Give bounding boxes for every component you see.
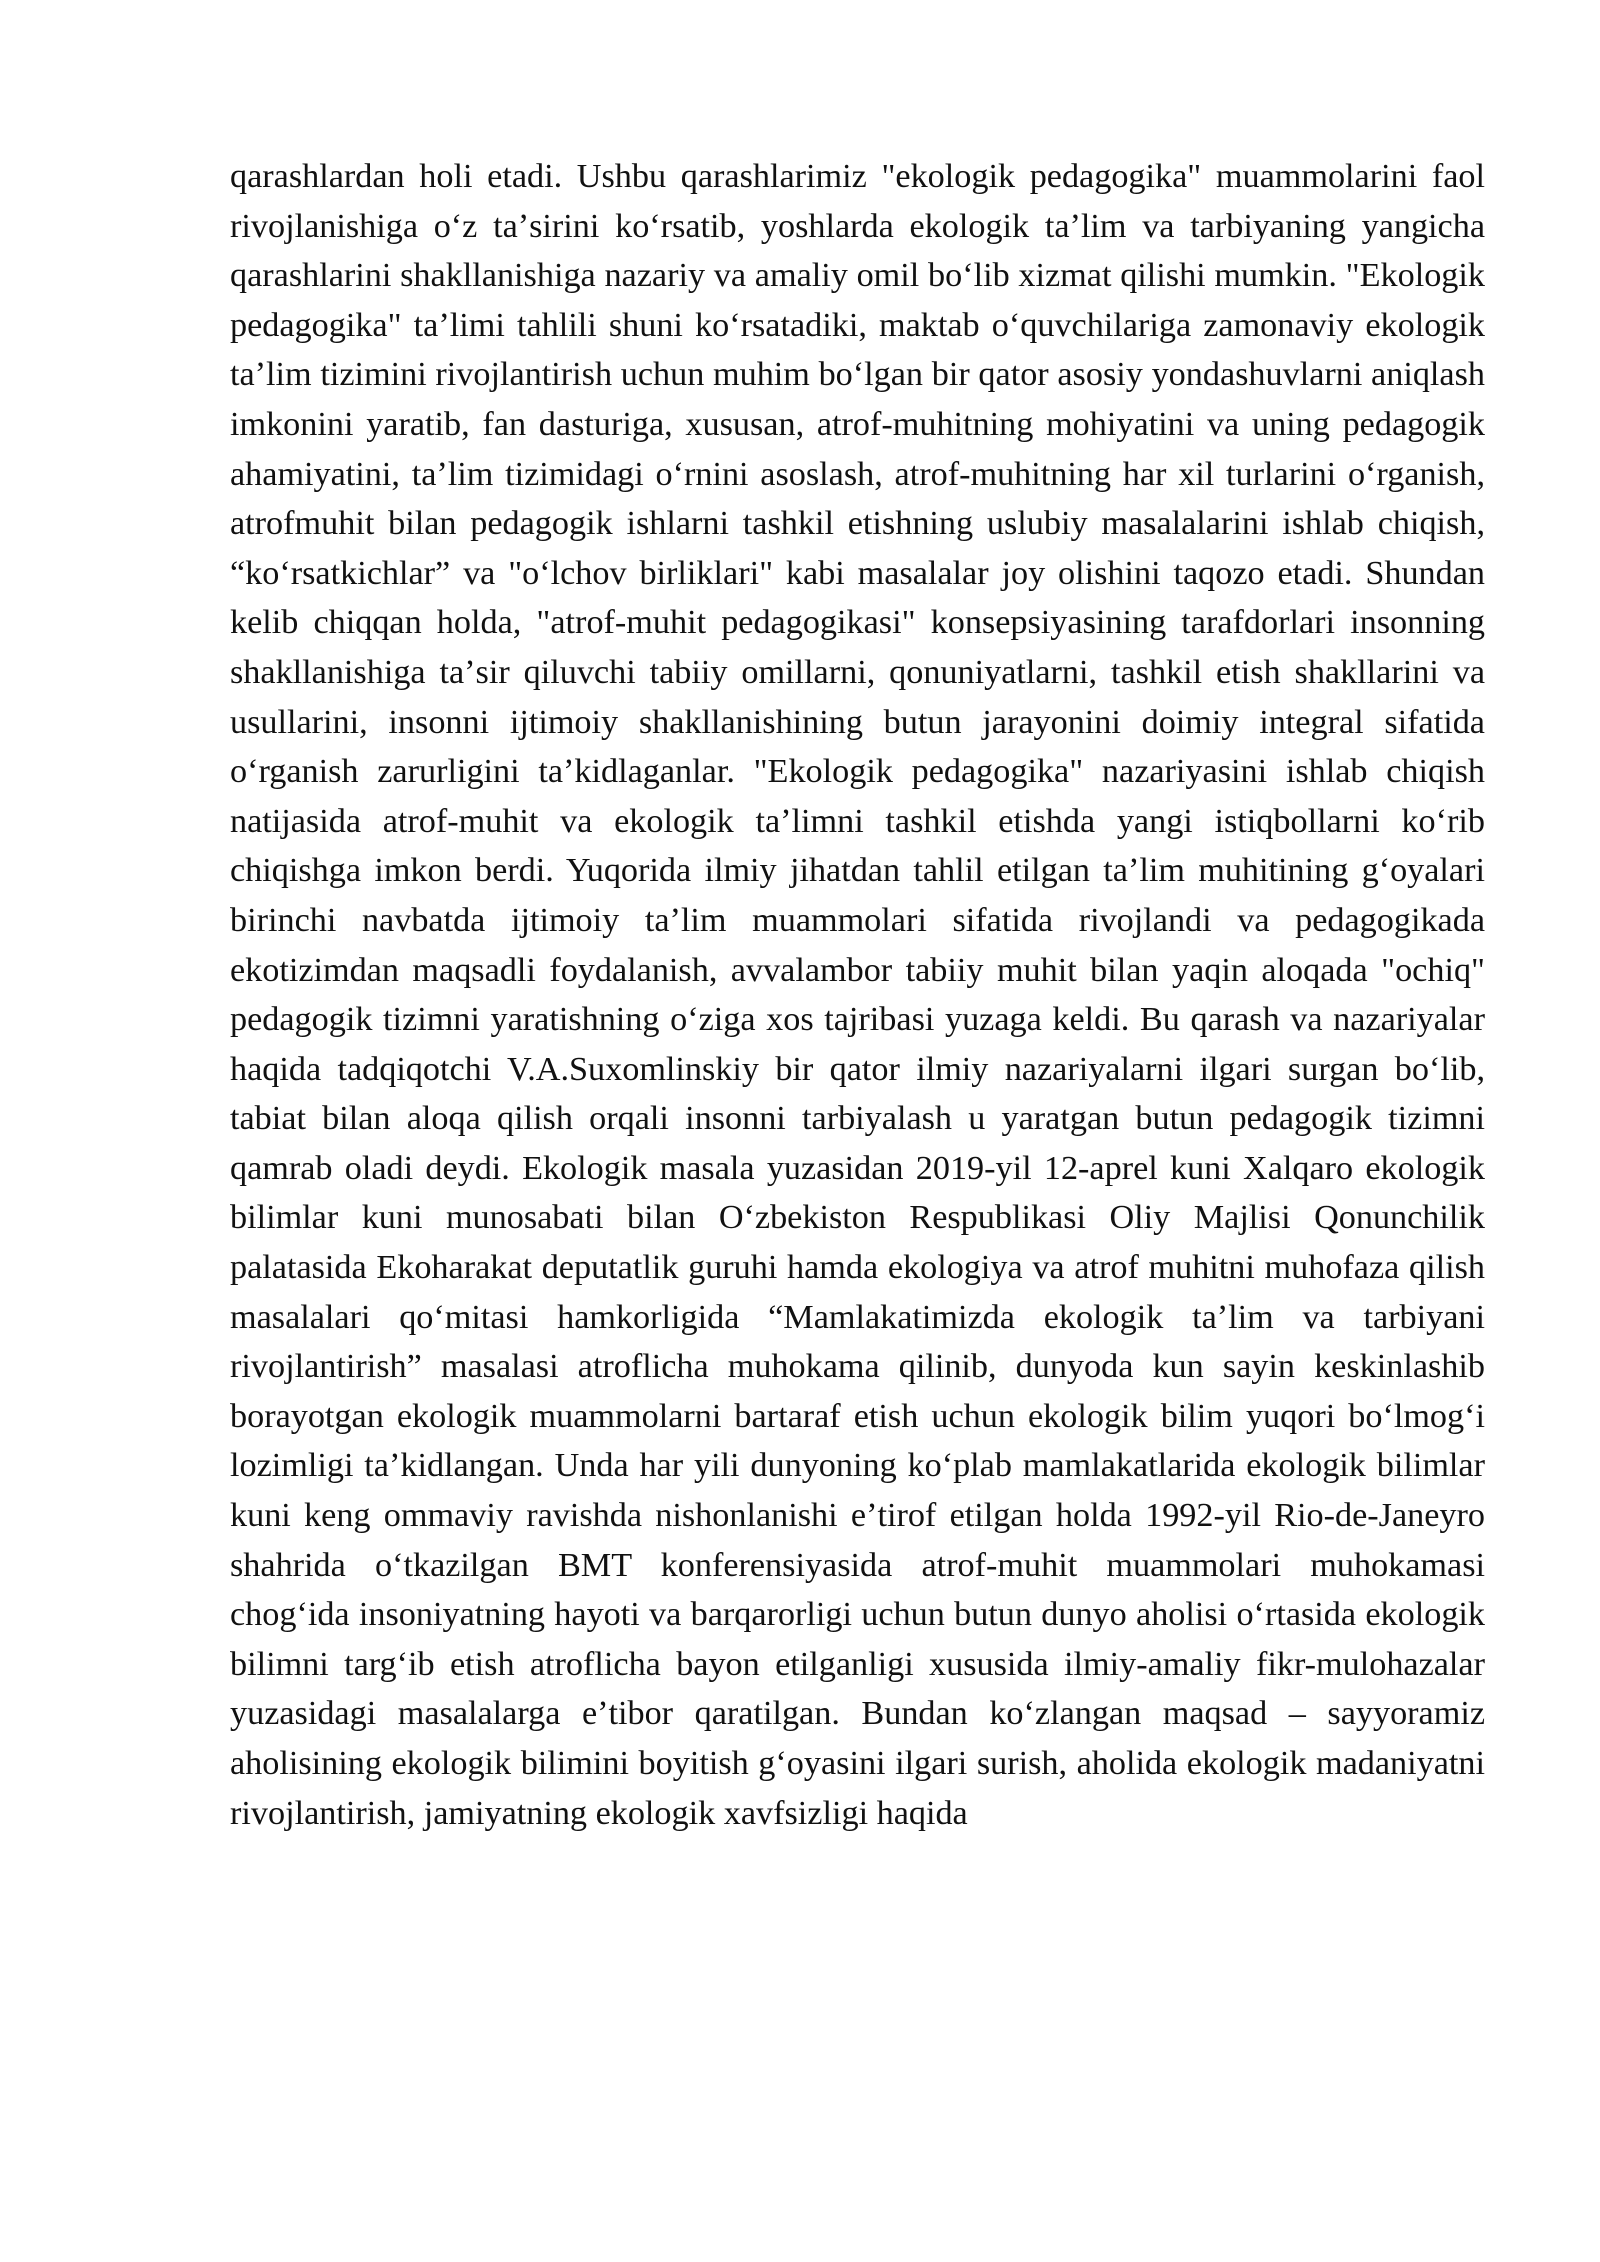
body-paragraph: qarashlardan holi etadi. Ushbu qarashlarimiz "ekologik pedagogika" muammolarini faol rivojlanishiga oʻz taʼsirini koʻrsatib, yoshlarda ekologik taʼlim va tarbiyaning yangicha qarashlarini shakllanishiga nazariy va amaliy omil boʻlib xizmat qilishi mumkin. "Ekologik pedagogika" taʼlimi tahlili shuni koʻrsatadiki, maktab oʻquvchilariga zamonaviy ekologik taʼlim tizimini rivojlantirish uchun muhim boʻlgan bir qator asosiy yondashuvlarni aniqlash imkonini yaratib, fan dasturiga, xususan, atrof-muhitning mohiyatini va uning pedagogik ahamiyatini, taʼlim tizimidagi oʻrnini asoslash, atrof-muhitning har xil turlarini oʻrganish, atrofmuhit bilan pedagogik ishlarni tashkil etishning uslubiy masalalarini ishlab chiqish, “koʻrsatkichlar” va "oʻlchov birliklari" kabi masalalar joy olishini taqozo etadi. Shundan kelib chiqqan holda, "atrof-muhit pedagogikasi" konsepsiyasining tarafdorlari insonning shakllanishiga taʼsir qiluvchi tabiiy omillarni, qonuniyatlarni, tashkil etish shakllarini va usullarini, insonni ijtimoiy shakllanishining butun jarayonini doimiy integral sifatida oʻrganish zarurligini taʼkidlaganlar. "Ekologik pedagogika" nazariyasini ishlab chiqish natijasida atrof-muhit va ekologik taʼlimni tashkil etishda yangi istiqbollarni koʻrib chiqishga imkon berdi. Yuqorida ilmiy jihatdan tahlil etilgan taʼlim muhitining gʻoyalari birinchi navbatda ijtimoiy taʼlim muammolari sifatida rivojlandi va pedagogikada ekotizimdan maqsadli foydalanish, avvalambor tabiiy muhit bilan yaqin aloqada "ochiq" pedagogik tizimni yaratishning oʻziga xos tajribasi yuzaga keldi. Bu qarash va nazariyalar haqida tadqiqotchi V.A.Suxomlinskiy bir qator ilmiy nazariyalarni ilgari surgan boʻlib, tabiat bilan aloqa qilish orqali insonni tarbiyalash u yaratgan butun pedagogik tizimni qamrab oladi deydi. Ekologik masala yuzasidan 2019-yil 12-aprel kuni Xalqaro ekologik bilimlar kuni munosabati bilan Oʻzbekiston Respublikasi Oliy Majlisi Qonunchilik palatasida Ekoharakat deputatlik guruhi hamda ekologiya va atrof muhitni muhofaza qilish masalalari qoʻmitasi hamkorligida “Mamlakatimizda ekologik taʼlim va tarbiyani rivojlantirish” masalasi atroflicha muhokama qilinib, dunyoda kun sayin keskinlashib borayotgan ekologik muammolarni bartaraf etish uchun ekologik bilim yuqori boʻlmogʻi lozimligi taʼkidlangan. Unda har yili dunyoning koʻplab mamlakatlarida ekologik bilimlar kuni keng ommaviy ravishda nishonlanishi eʼtirof etilgan holda 1992-yil Rio-de-Janeyro shahrida oʻtkazilgan BMT konferensiyasida atrof-muhit muammolari muhokamasi chogʻida insoniyatning hayoti va barqarorligi uchun butun dunyo aholisi oʻrtasida ekologik bilimni targʻib etish atroflicha bayon etilganligi xususida ilmiy-amaliy fikr-mulohazalar yuzasidagi masalalarga eʼtibor qaratilgan. Bundan koʻzlangan maqsad – sayyoramiz aholisining ekologik bilimini boyitish gʻoyasini ilgari surish, aholida ekologik madaniyatni rivojlantirish, jamiyatning ekologik xavfsizligi haqida (230, 158, 1485, 1832)
